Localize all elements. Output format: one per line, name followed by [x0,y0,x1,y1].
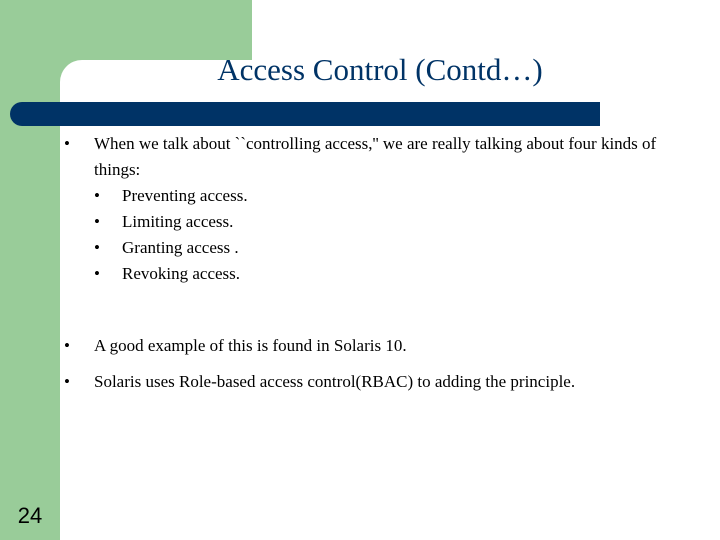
sub-bullet-text: Revoking access. [122,264,241,283]
slide-title: Access Control (Contd…) [217,52,543,87]
bullet-text: Solaris uses Role-based access control(RBAC) to adding the principle. [94,372,576,391]
slide-number: 24 [17,503,43,528]
sub-bullet-item [94,209,704,235]
sub-bullet-text: Preventing access. [122,186,248,205]
sub-bullet-text: Limiting access. [122,212,234,231]
bullet-icon: • [64,372,70,391]
bullet-icon: • [94,212,100,231]
bullet-item [64,369,704,395]
sub-bullet-list [94,183,704,287]
slide-body [64,131,704,395]
bullet-icon: • [64,134,70,153]
bullet-item [64,131,704,287]
sub-bullet-item [94,235,704,261]
bullet-icon: • [64,336,70,355]
bullet-icon: • [94,264,100,283]
bullet-text: A good example of this is found in Solaris 10. [94,336,407,355]
bullet-item [64,333,704,359]
bullet-icon: • [94,238,100,257]
sub-bullet-text: Granting access . [122,238,239,257]
bullet-icon: • [94,186,100,205]
sub-bullet-item [94,183,704,209]
title-underline-bar [10,102,600,126]
bullet-text: When we talk about ``controlling access,'' we are really talking about four kinds of things: [94,134,657,179]
sub-bullet-item [94,261,704,287]
